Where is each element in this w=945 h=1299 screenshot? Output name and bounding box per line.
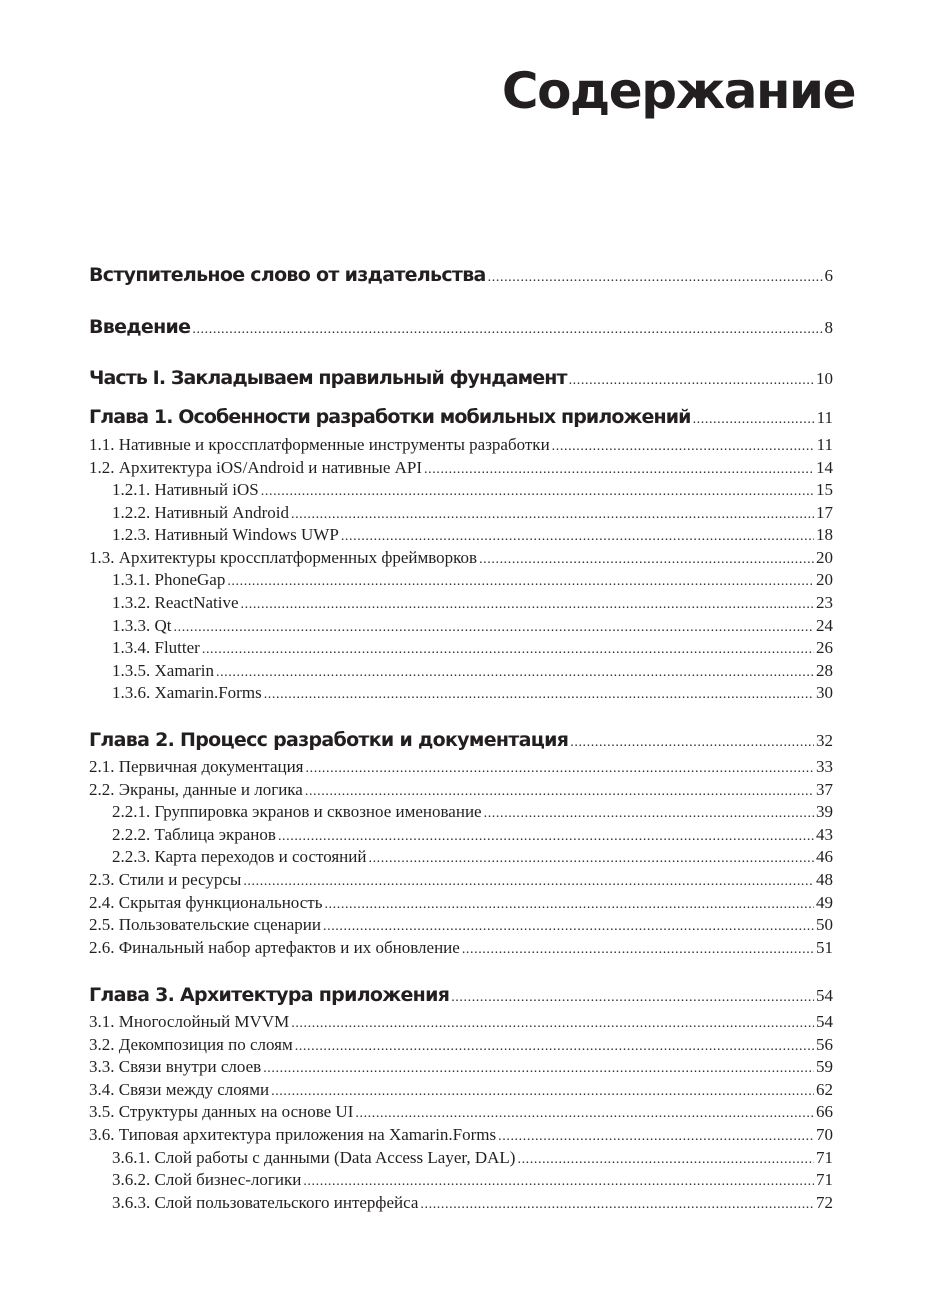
toc-entry-label: 3.2. Декомпозиция по слоям: [89, 1035, 293, 1054]
toc-section-2-2[interactable]: [89, 780, 833, 800]
toc-entry-label: Часть I. Закладываем правильный фундамент: [89, 367, 567, 389]
toc-entry-page: 49: [816, 893, 833, 912]
dot-leader: [569, 373, 814, 389]
toc-entry-label: 1.1. Нативные и кроссплатформенные инструменты разработки: [89, 435, 550, 454]
toc-subsection-1-3-3[interactable]: [89, 616, 833, 636]
toc-entry-page: 17: [816, 503, 833, 522]
dot-leader: [424, 462, 814, 478]
dot-leader: [278, 829, 814, 845]
toc-entry-page: 11: [816, 435, 833, 454]
toc-entry-page: 43: [816, 825, 833, 844]
toc-subsection-1-3-5[interactable]: [89, 661, 833, 681]
toc-entry-page: 20: [816, 548, 833, 567]
dot-leader: [498, 1129, 814, 1145]
toc-entry-label: 2.3. Стили и ресурсы: [89, 870, 242, 889]
dot-leader: [202, 642, 814, 658]
toc-entry-page: 10: [816, 369, 833, 388]
toc-entry-page: 37: [816, 780, 833, 799]
toc-entry-page: 46: [816, 847, 833, 866]
dot-leader: [488, 270, 823, 286]
toc-entry-label: 2.2.1. Группировка экранов и сквозное именование: [112, 802, 482, 821]
toc-entry-page: 48: [816, 870, 833, 889]
toc-entry-label: 1.2.2. Нативный Android: [112, 503, 289, 522]
toc-entry-label: 1.2. Архитектура iOS/Android и нативные API: [89, 458, 423, 477]
toc-subsection-2-2-2[interactable]: [89, 825, 833, 845]
dot-leader: [484, 806, 814, 822]
toc-entry-part-1[interactable]: [89, 367, 833, 389]
toc-entry-page: 6: [824, 266, 833, 285]
dot-leader: [243, 874, 814, 890]
toc-entry-label: 3.6. Типовая архитектура приложения на Xamarin.Forms: [89, 1125, 497, 1144]
dot-leader: [693, 412, 815, 428]
toc-entry-page: 39: [816, 802, 833, 821]
toc-entry-label: 1.3.6. Xamarin.Forms: [112, 683, 262, 702]
toc-section-3-3[interactable]: [89, 1057, 833, 1077]
dot-leader: [227, 574, 814, 590]
dot-leader: [241, 597, 814, 613]
dot-leader: [174, 620, 815, 636]
dot-leader: [192, 322, 822, 338]
toc-entry-page: 24: [816, 616, 833, 635]
toc-subsection-3-6-3[interactable]: [89, 1193, 833, 1213]
dot-leader: [303, 1174, 814, 1190]
toc-entry-label: 2.2. Экраны, данные и логика: [89, 780, 303, 799]
toc-entry-page: 56: [816, 1035, 833, 1054]
toc-entry-label: Глава 3. Архитектура приложения: [89, 984, 450, 1006]
toc-entry-page: 51: [816, 938, 833, 957]
toc-entry-label: 2.4. Скрытая функциональность: [89, 893, 323, 912]
dot-leader: [295, 1039, 814, 1055]
toc-section-3-4[interactable]: [89, 1080, 833, 1100]
toc-entry-page: 71: [816, 1170, 833, 1189]
dot-leader: [341, 529, 814, 545]
dot-leader: [517, 1152, 814, 1168]
toc-entry-page: 32: [816, 731, 833, 750]
toc-section-3-2[interactable]: [89, 1035, 833, 1055]
toc-entry-page: 11: [816, 408, 833, 427]
toc-entry-label: 1.2.3. Нативный Windows UWP: [112, 525, 339, 544]
toc-section-1-2[interactable]: [89, 458, 833, 478]
dot-leader: [368, 851, 814, 867]
toc-entry-page: 62: [816, 1080, 833, 1099]
dot-leader: [570, 735, 814, 751]
toc-entry-foreword[interactable]: [89, 264, 833, 286]
toc-section-1-3[interactable]: [89, 548, 833, 568]
dot-leader: [261, 484, 814, 500]
toc-section-3-6[interactable]: [89, 1125, 833, 1145]
toc-entry-label: 2.2.3. Карта переходов и состояний: [112, 847, 367, 866]
toc-entry-label: Введение: [89, 316, 191, 338]
dot-leader: [216, 665, 814, 681]
toc-entry-label: 2.1. Первичная документация: [89, 757, 304, 776]
dot-leader: [291, 507, 814, 523]
toc-entry-label: 3.4. Связи между слоями: [89, 1080, 270, 1099]
dot-leader: [305, 784, 814, 800]
toc-entry-label: Глава 1. Особенности разработки мобильных приложений: [89, 406, 691, 428]
toc-entry-label: 1.3.2. ReactNative: [112, 593, 239, 612]
page-title: Содержание: [501, 62, 855, 120]
toc-entry-label: 2.5. Пользовательские сценарии: [89, 915, 321, 934]
toc-subsection-1-3-2[interactable]: [89, 593, 833, 613]
toc-section-2-5[interactable]: [89, 915, 833, 935]
dot-leader: [264, 687, 814, 703]
toc-entry-label: Вступительное слово от издательства: [89, 264, 486, 286]
toc-entry-introduction[interactable]: [89, 316, 833, 338]
toc-entry-label: 1.3.4. Flutter: [112, 638, 200, 657]
toc-section-2-3[interactable]: [89, 870, 833, 890]
toc-section-1-1[interactable]: [89, 435, 833, 455]
dot-leader: [462, 942, 814, 958]
toc-subsection-3-6-2[interactable]: [89, 1170, 833, 1190]
toc-entry-label: 1.2.1. Нативный iOS: [112, 480, 259, 499]
toc-entry-page: 8: [824, 318, 833, 337]
toc-entry-page: 26: [816, 638, 833, 657]
toc-entry-page: 50: [816, 915, 833, 934]
toc-entry-label: 3.6.3. Слой пользовательского интерфейса: [112, 1193, 419, 1212]
toc-section-3-1[interactable]: [89, 1012, 833, 1032]
toc-entry-page: 20: [816, 570, 833, 589]
toc-entry-label: 3.3. Связи внутри слоев: [89, 1057, 262, 1076]
toc-entry-page: 59: [816, 1057, 833, 1076]
toc-entry-label: 1.3.1. PhoneGap: [112, 570, 226, 589]
dot-leader: [355, 1106, 814, 1122]
toc-entry-label: 2.6. Финальный набор артефактов и их обновление: [89, 938, 460, 957]
toc-entry-label: 3.6.2. Слой бизнес-логики: [112, 1170, 302, 1189]
toc-entry-label: 3.6.1. Слой работы с данными (Data Access Layer, DAL): [112, 1148, 516, 1167]
toc-subsection-3-6-1[interactable]: [89, 1148, 833, 1168]
toc-subsection-1-3-6[interactable]: [89, 683, 833, 703]
toc-chapter-1[interactable]: [89, 406, 833, 428]
toc-chapter-2[interactable]: [89, 729, 833, 751]
toc-entry-page: 72: [816, 1193, 833, 1212]
dot-leader: [324, 897, 814, 913]
toc-entry-page: 71: [816, 1148, 833, 1167]
toc-entry-label: 1.3. Архитектуры кроссплатформенных фреймворков: [89, 548, 478, 567]
toc-subsection-1-3-1[interactable]: [89, 570, 833, 590]
toc-chapter-3[interactable]: [89, 984, 833, 1006]
toc-subsection-2-2-1[interactable]: [89, 802, 833, 822]
dot-leader: [479, 552, 814, 568]
dot-leader: [306, 761, 814, 777]
toc-subsection-1-3-4[interactable]: [89, 638, 833, 658]
toc-entry-page: 33: [816, 757, 833, 776]
toc-section-2-4[interactable]: [89, 893, 833, 913]
toc-section-2-6[interactable]: [89, 938, 833, 958]
toc-entry-page: 66: [816, 1102, 833, 1121]
toc-subsection-1-2-1[interactable]: [89, 480, 833, 500]
toc-subsection-1-2-2[interactable]: [89, 503, 833, 523]
toc-entry-page: 23: [816, 593, 833, 612]
toc-entry-label: 3.5. Структуры данных на основе UI: [89, 1102, 354, 1121]
toc-subsection-2-2-3[interactable]: [89, 847, 833, 867]
toc-entry-page: 14: [816, 458, 833, 477]
dot-leader: [271, 1084, 814, 1100]
toc-entry-label: 1.3.3. Qt: [112, 616, 172, 635]
toc-entry-label: 2.2.2. Таблица экранов: [112, 825, 276, 844]
toc-entry-page: 18: [816, 525, 833, 544]
toc-entry-page: 70: [816, 1125, 833, 1144]
toc-entry-label: 3.1. Многослойный MVVM: [89, 1012, 290, 1031]
dot-leader: [291, 1016, 814, 1032]
dot-leader: [552, 439, 815, 455]
toc-entry-label: Глава 2. Процесс разработки и документация: [89, 729, 569, 751]
dot-leader: [323, 919, 814, 935]
dot-leader: [451, 990, 814, 1006]
toc-entry-page: 28: [816, 661, 833, 680]
dot-leader: [263, 1061, 814, 1077]
toc-entry-label: 1.3.5. Xamarin: [112, 661, 214, 680]
toc-entry-page: 54: [816, 1012, 833, 1031]
toc-entry-page: 15: [816, 480, 833, 499]
toc-section-2-1[interactable]: [89, 757, 833, 777]
toc-section-3-5[interactable]: [89, 1102, 833, 1122]
dot-leader: [420, 1197, 814, 1213]
toc-entry-page: 30: [816, 683, 833, 702]
toc-subsection-1-2-3[interactable]: [89, 525, 833, 545]
toc-entry-page: 54: [816, 986, 833, 1005]
